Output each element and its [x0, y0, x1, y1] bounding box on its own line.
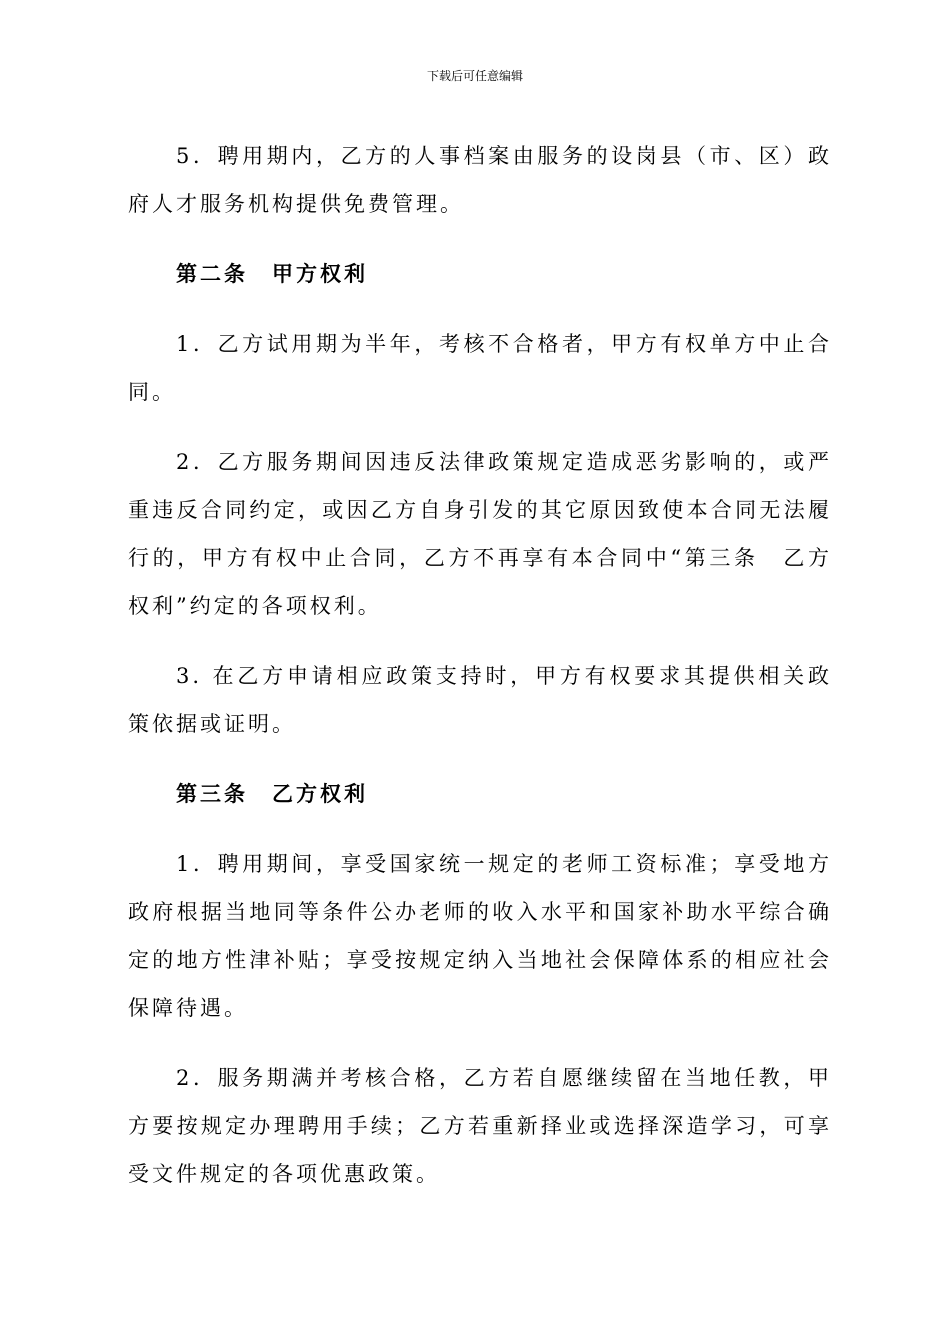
paragraph-probation: 1．乙方试用期为半年，考核不合格者，甲方有权单方中止合同。 [128, 332, 832, 404]
page-header: 下载后可任意编辑 [426, 69, 523, 83]
document-body [128, 132, 832, 1198]
section-heading-party-b-rights: 第三条 乙方权利 [176, 781, 368, 806]
paragraph-violation: 2．乙方服务期间因违反法律政策规定造成恶劣影响的，或严重违反合同约定，或因乙方自身引发的其它原因致使本合同无法履行的，甲方有权中止合同，乙方不再享有本合同中“第三条 乙方权利”约定的各项权利。 [128, 450, 832, 618]
paragraph-5-archive: 5．聘用期内，乙方的人事档案由服务的设岗县（市、区）政府人才服务机构提供免费管理。 [128, 144, 832, 216]
section-heading-party-a-rights: 第二条 甲方权利 [176, 261, 368, 286]
paragraph-policy-support: 3. 在乙方申请相应政策支持时，甲方有权要求其提供相关政策依据或证明。 [128, 664, 832, 736]
paragraph-salary-benefits: 1．聘用期间，享受国家统一规定的老师工资标准；享受地方政府根据当地同等条件公办老师的收入水平和国家补助水平综合确定的地方性津补贴；享受按规定纳入当地社会保障体系的相应社会保障待遇。 [128, 852, 832, 1020]
paragraph-service-completion: 2．服务期满并考核合格，乙方若自愿继续留在当地任教，甲方要按规定办理聘用手续；乙方若重新择业或选择深造学习，可享受文件规定的各项优惠政策。 [128, 1066, 832, 1186]
